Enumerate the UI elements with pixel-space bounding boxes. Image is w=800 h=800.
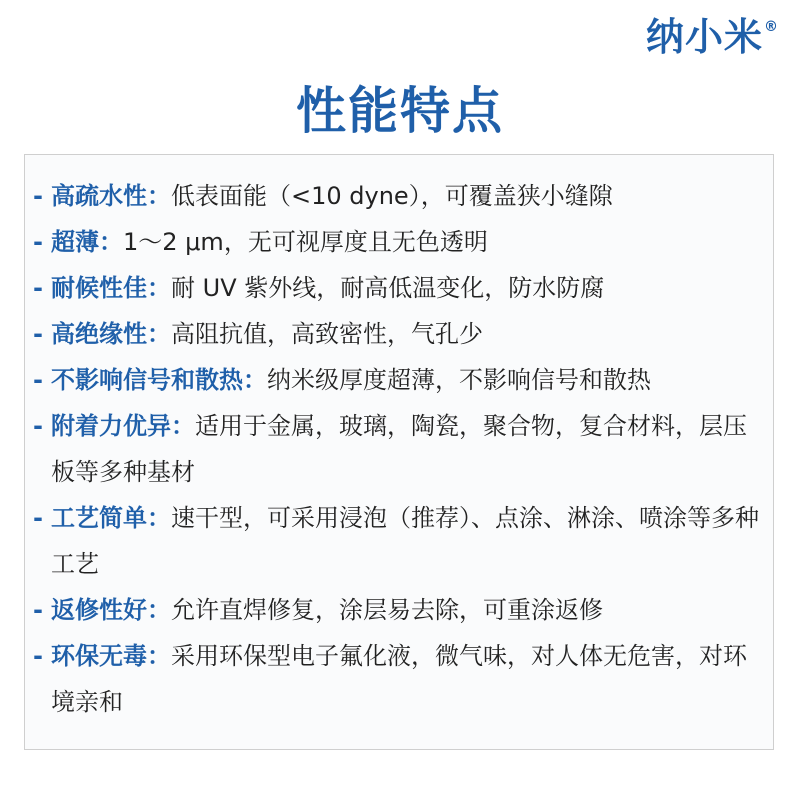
- feature-description: 允许直焊修复，涂层易去除，可重涂返修: [171, 596, 603, 624]
- bullet-dash: -: [33, 642, 43, 670]
- feature-item-ultrathin: [33, 219, 763, 265]
- features-list: [24, 154, 774, 750]
- feature-term: 附着力优异：: [51, 412, 195, 440]
- feature-term: 耐候性佳：: [51, 274, 171, 302]
- bullet-dash: -: [33, 182, 43, 210]
- bullet-dash: -: [33, 366, 43, 394]
- brand-logo: [645, 15, 778, 59]
- feature-description: 耐 UV 紫外线，耐高低温变化，防水防腐: [171, 274, 605, 302]
- feature-item-eco-friendly: [33, 633, 763, 725]
- feature-description: 纳米级厚度超薄，不影响信号和散热: [267, 366, 651, 394]
- feature-item-reworkability: [33, 587, 763, 633]
- feature-item-insulation: [33, 311, 763, 357]
- brand-name: 纳小米: [645, 15, 763, 59]
- feature-term: 环保无毒：: [51, 642, 171, 670]
- feature-description: 1～2 μm，无可视厚度且无色透明: [123, 228, 488, 256]
- feature-term: 不影响信号和散热：: [51, 366, 267, 394]
- bullet-dash: -: [33, 228, 43, 256]
- feature-item-process: [33, 495, 763, 587]
- registered-mark: ®: [764, 19, 778, 35]
- feature-item-hydrophobicity: [33, 173, 763, 219]
- feature-term: 高绝缘性：: [51, 320, 171, 348]
- bullet-dash: -: [33, 412, 43, 440]
- feature-description: 采用环保型电子氟化液，微气味，对人体无危害，对环境亲和: [51, 642, 747, 716]
- feature-term: 高疏水性：: [51, 182, 171, 210]
- page-title: 性能特点: [296, 82, 504, 140]
- feature-term: 返修性好：: [51, 596, 171, 624]
- bullet-dash: -: [33, 320, 43, 348]
- feature-item-signal-heat: [33, 357, 763, 403]
- feature-description: 低表面能（<10 dyne），可覆盖狭小缝隙: [171, 182, 613, 210]
- feature-term: 工艺简单：: [51, 504, 171, 532]
- feature-item-weather-resistance: [33, 265, 763, 311]
- feature-description: 高阻抗值，高致密性，气孔少: [171, 320, 483, 348]
- feature-item-adhesion: [33, 403, 763, 495]
- bullet-dash: -: [33, 504, 43, 532]
- feature-description: 适用于金属，玻璃，陶瓷，聚合物，复合材料，层压板等多种基材: [51, 412, 747, 486]
- bullet-dash: -: [33, 274, 43, 302]
- feature-term: 超薄：: [51, 228, 123, 256]
- bullet-dash: -: [33, 596, 43, 624]
- feature-description: 速干型，可采用浸泡（推荐）、点涂、淋涂、喷涂等多种工艺: [51, 504, 759, 578]
